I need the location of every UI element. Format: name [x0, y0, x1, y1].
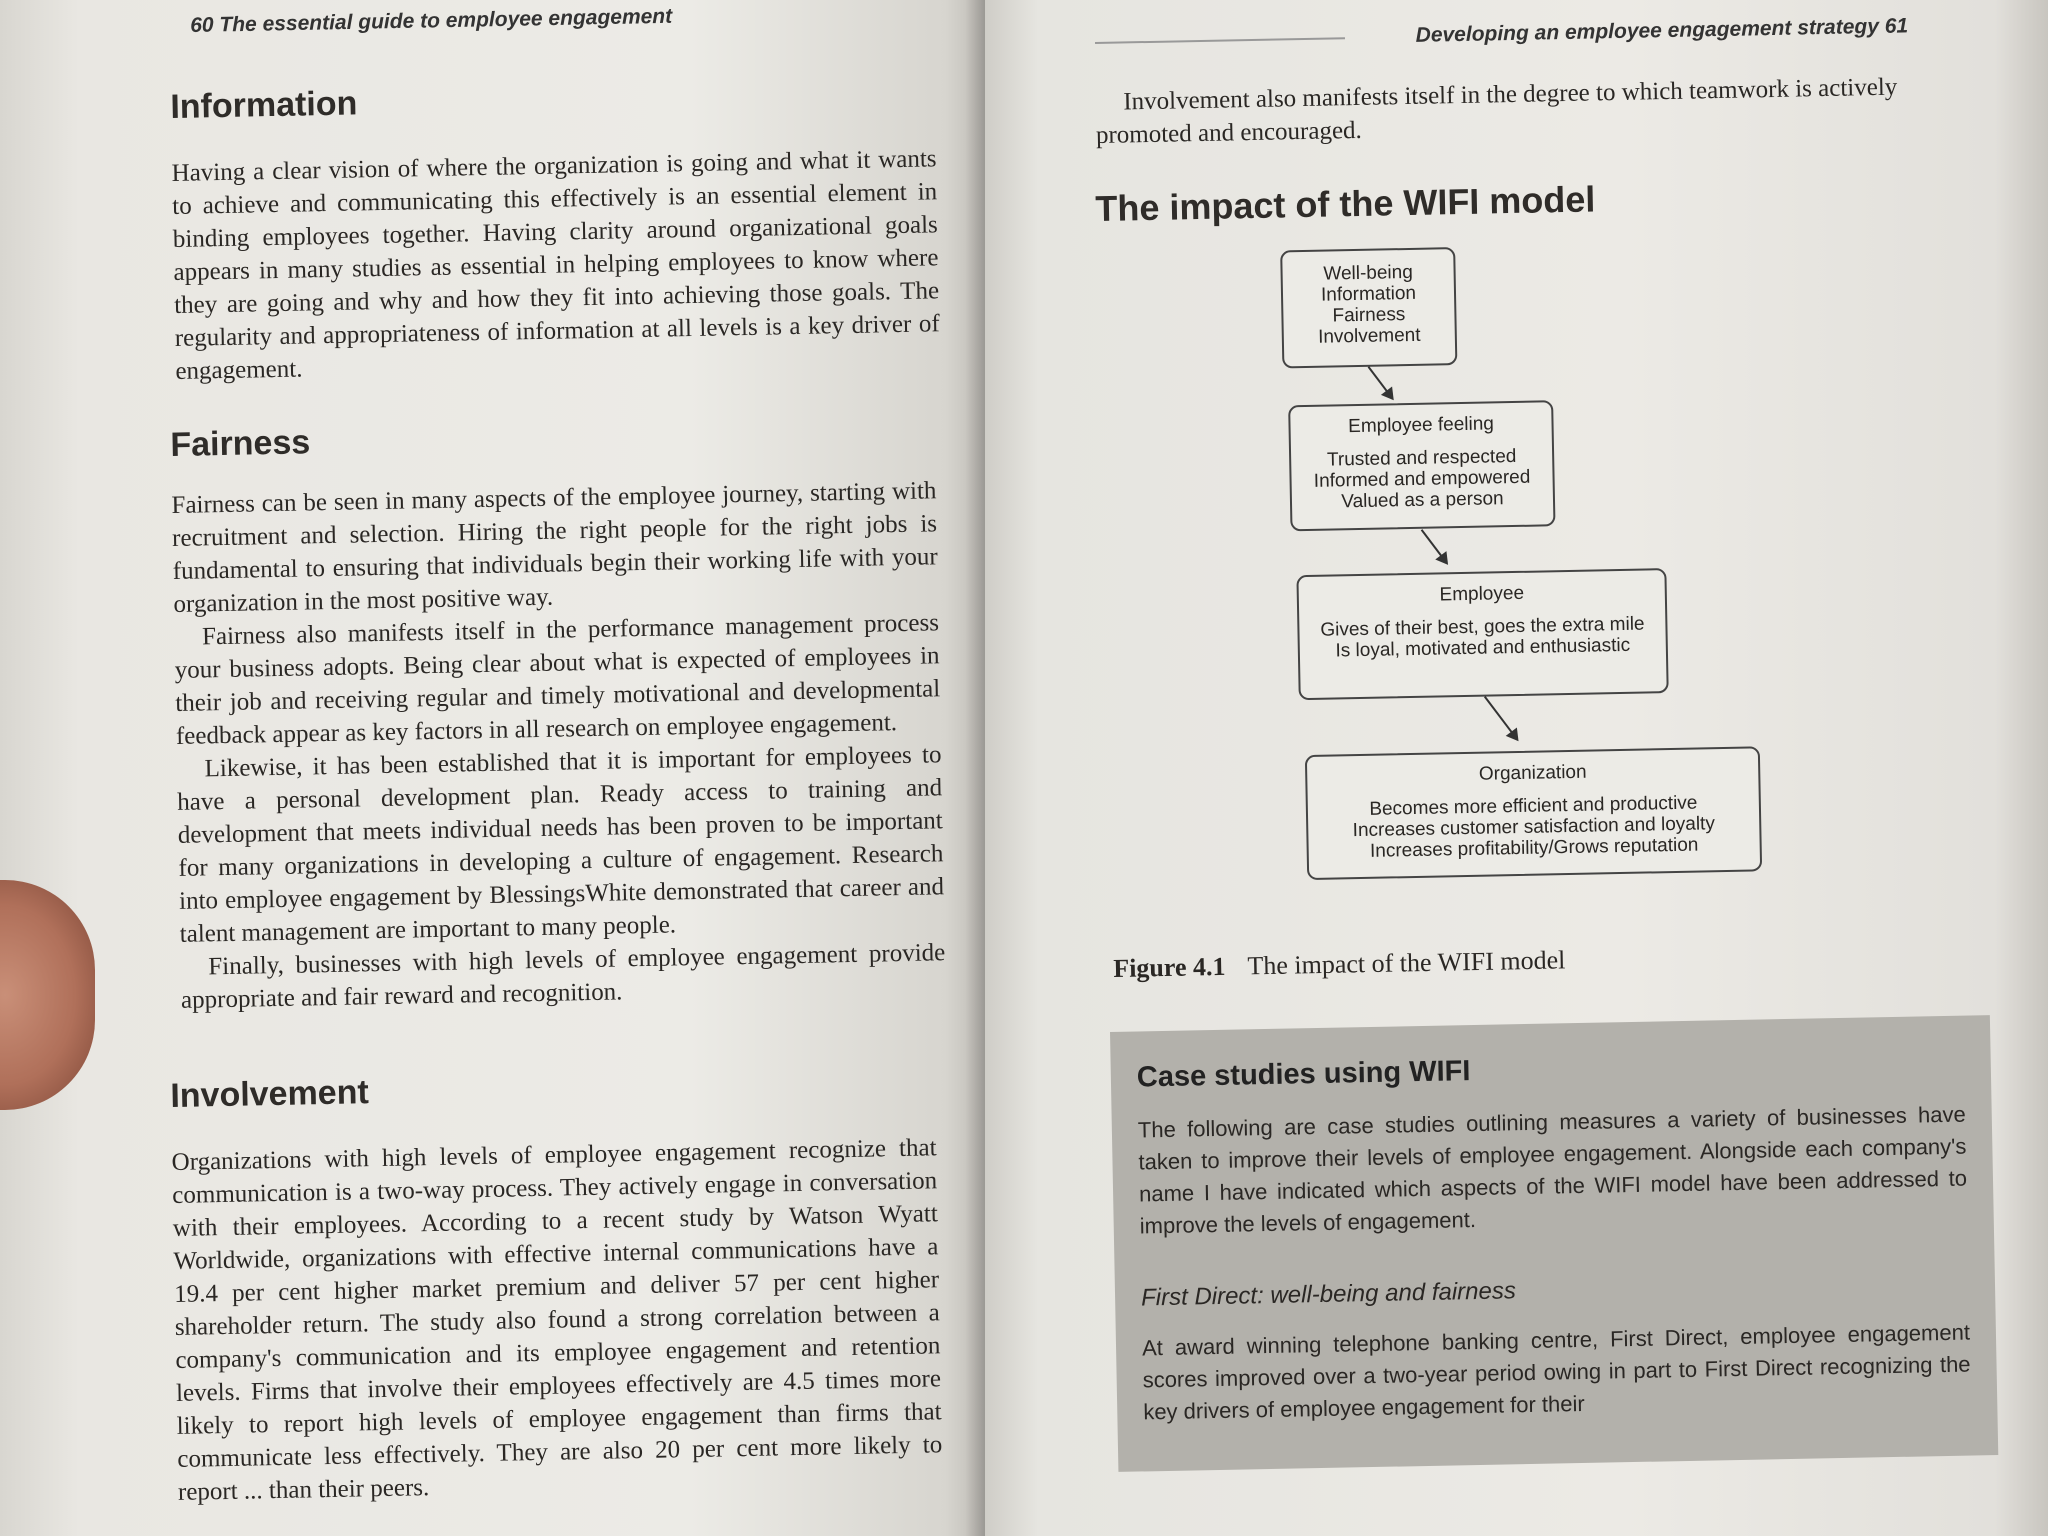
involvement-paragraph: Organizations with high levels of employee engagement recognize that communication is a two-way process. They actively engage in conversation with their employees. According to a recent study by Watson Wyatt Worldwide, organizations with effective internal communications have a 19.4 per cent higher market premium and deliver 57 per cent higher shareholder return. The study also found a strong correlation between a company's communication and its employee engagement and retention levels. Firms that involve their employees effectively are 4.5 times more likely to report high levels of employee engagement than firms that communicate less effectively. They are also 20 per cent more likely to report ... than their peers. [171, 1134, 943, 1506]
box-line: Is loyal, motivated and enthusiastic [1335, 634, 1631, 662]
box-line: Informed and empowered [1313, 466, 1531, 492]
box-line: Increases profitability/Grows reputation [1369, 834, 1699, 862]
involvement-section [170, 1062, 943, 1509]
box-line: Increases customer satisfaction and loyalty [1352, 813, 1716, 842]
fairness-paragraph: Fairness also manifests itself in the performance management process your business adopts. Being clear about what is expected of employees in their job and receiving regular and timely motivational and developmental feedback appear as key factors in all research on employee engagement. [174, 609, 941, 750]
box-line: Information [1320, 282, 1417, 306]
employee-feeling-box [1288, 400, 1555, 531]
box-line: Well-being [1323, 261, 1414, 285]
figure-label: Figure 4.1 [1113, 951, 1226, 983]
right-running-head: Developing an employee engagement strategy 61 [1415, 14, 1909, 47]
information-section [170, 73, 941, 388]
fairness-paragraph: Fairness can be seen in many aspects of the employee journey, starting with recruitment and selection. Hiring the right people for the right jobs is fundamental to ensuring that individuals begin their working life with your organization in the most positive way. [171, 477, 938, 618]
involvement-heading: Involvement [170, 1073, 370, 1115]
case-studies-intro: The following are case studies outlining measures a variety of businesses have taken to improve their levels of employee engagement. Alongside each company's name I have indicated which aspects of the WIFI model have been addressed to improve the levels of engagement. [1137, 1101, 1968, 1239]
fairness-section [170, 411, 946, 1017]
intro-paragraph: Involvement also manifests itself in the degree to which teamwork is actively promoted and encouraged. [1095, 73, 1898, 149]
fairness-paragraph: Finally, businesses with high levels of employee engagement provide appropriate and fair reward and recognition. [180, 939, 946, 1014]
employee-box [1296, 568, 1668, 700]
case-studies-heading: Case studies using WIFI [1136, 1055, 1471, 1094]
wifi-diagram [1095, 231, 1808, 924]
wifi-factors-box [1280, 247, 1457, 368]
right-page [985, 0, 2048, 1536]
case-study-paragraph: At award winning telephone banking centre, First Direct, employee engagement scores improved over a two-year period owing in part to First Direct recognizing the key drivers of employee engagement for their [1141, 1319, 1971, 1425]
information-heading: Information [170, 84, 358, 126]
box-line: Becomes more efficient and productive [1369, 792, 1698, 820]
flow-arrow [1484, 696, 1518, 740]
box-title: Employee feeling [1347, 413, 1495, 438]
fairness-heading: Fairness [170, 423, 311, 464]
organization-box [1305, 746, 1762, 880]
figure-caption [1113, 938, 1968, 984]
case-study-subheading: First Direct: well-being and fairness [1140, 1277, 1517, 1312]
box-line: Trusted and respected [1326, 445, 1517, 471]
case-studies-box [1110, 1015, 1998, 1472]
information-paragraph: Having a clear vision of where the organization is going and what it wants to achieve and communicating this effectively is an essential element in binding employees together. Having clarity around organizational goals appears in many studies as essential in helping employees to know where they are going and why and how they fit into achieving those goals. The regularity and appropriateness of information at all levels is a key driver of engagement. [171, 145, 940, 385]
figure-caption-text: The impact of the WIFI model [1247, 945, 1566, 981]
left-running-head: 60 The essential guide to employee engagement [190, 4, 673, 37]
box-line: Fairness [1332, 304, 1406, 327]
box-line: Gives of their best, goes the extra mile [1320, 613, 1645, 641]
left-page [0, 0, 985, 1536]
flow-arrow [1368, 366, 1394, 399]
box-line: Valued as a person [1341, 488, 1504, 513]
figure-heading: The impact of the WIFI model [1095, 178, 1596, 229]
box-title: Employee [1439, 582, 1525, 606]
flow-arrow [1421, 529, 1448, 564]
fairness-paragraph: Likewise, it has been established that it is important for employees to have a personal development plan. Ready access to training and development that meets individual needs has been proven to be important for many organizations in developing a culture of engagement. Research into employee engagement by BlessingsWhite demonstrated that career and talent management are important to many people. [176, 741, 945, 948]
box-line: Involvement [1317, 324, 1421, 348]
box-title: Organization [1478, 761, 1587, 785]
